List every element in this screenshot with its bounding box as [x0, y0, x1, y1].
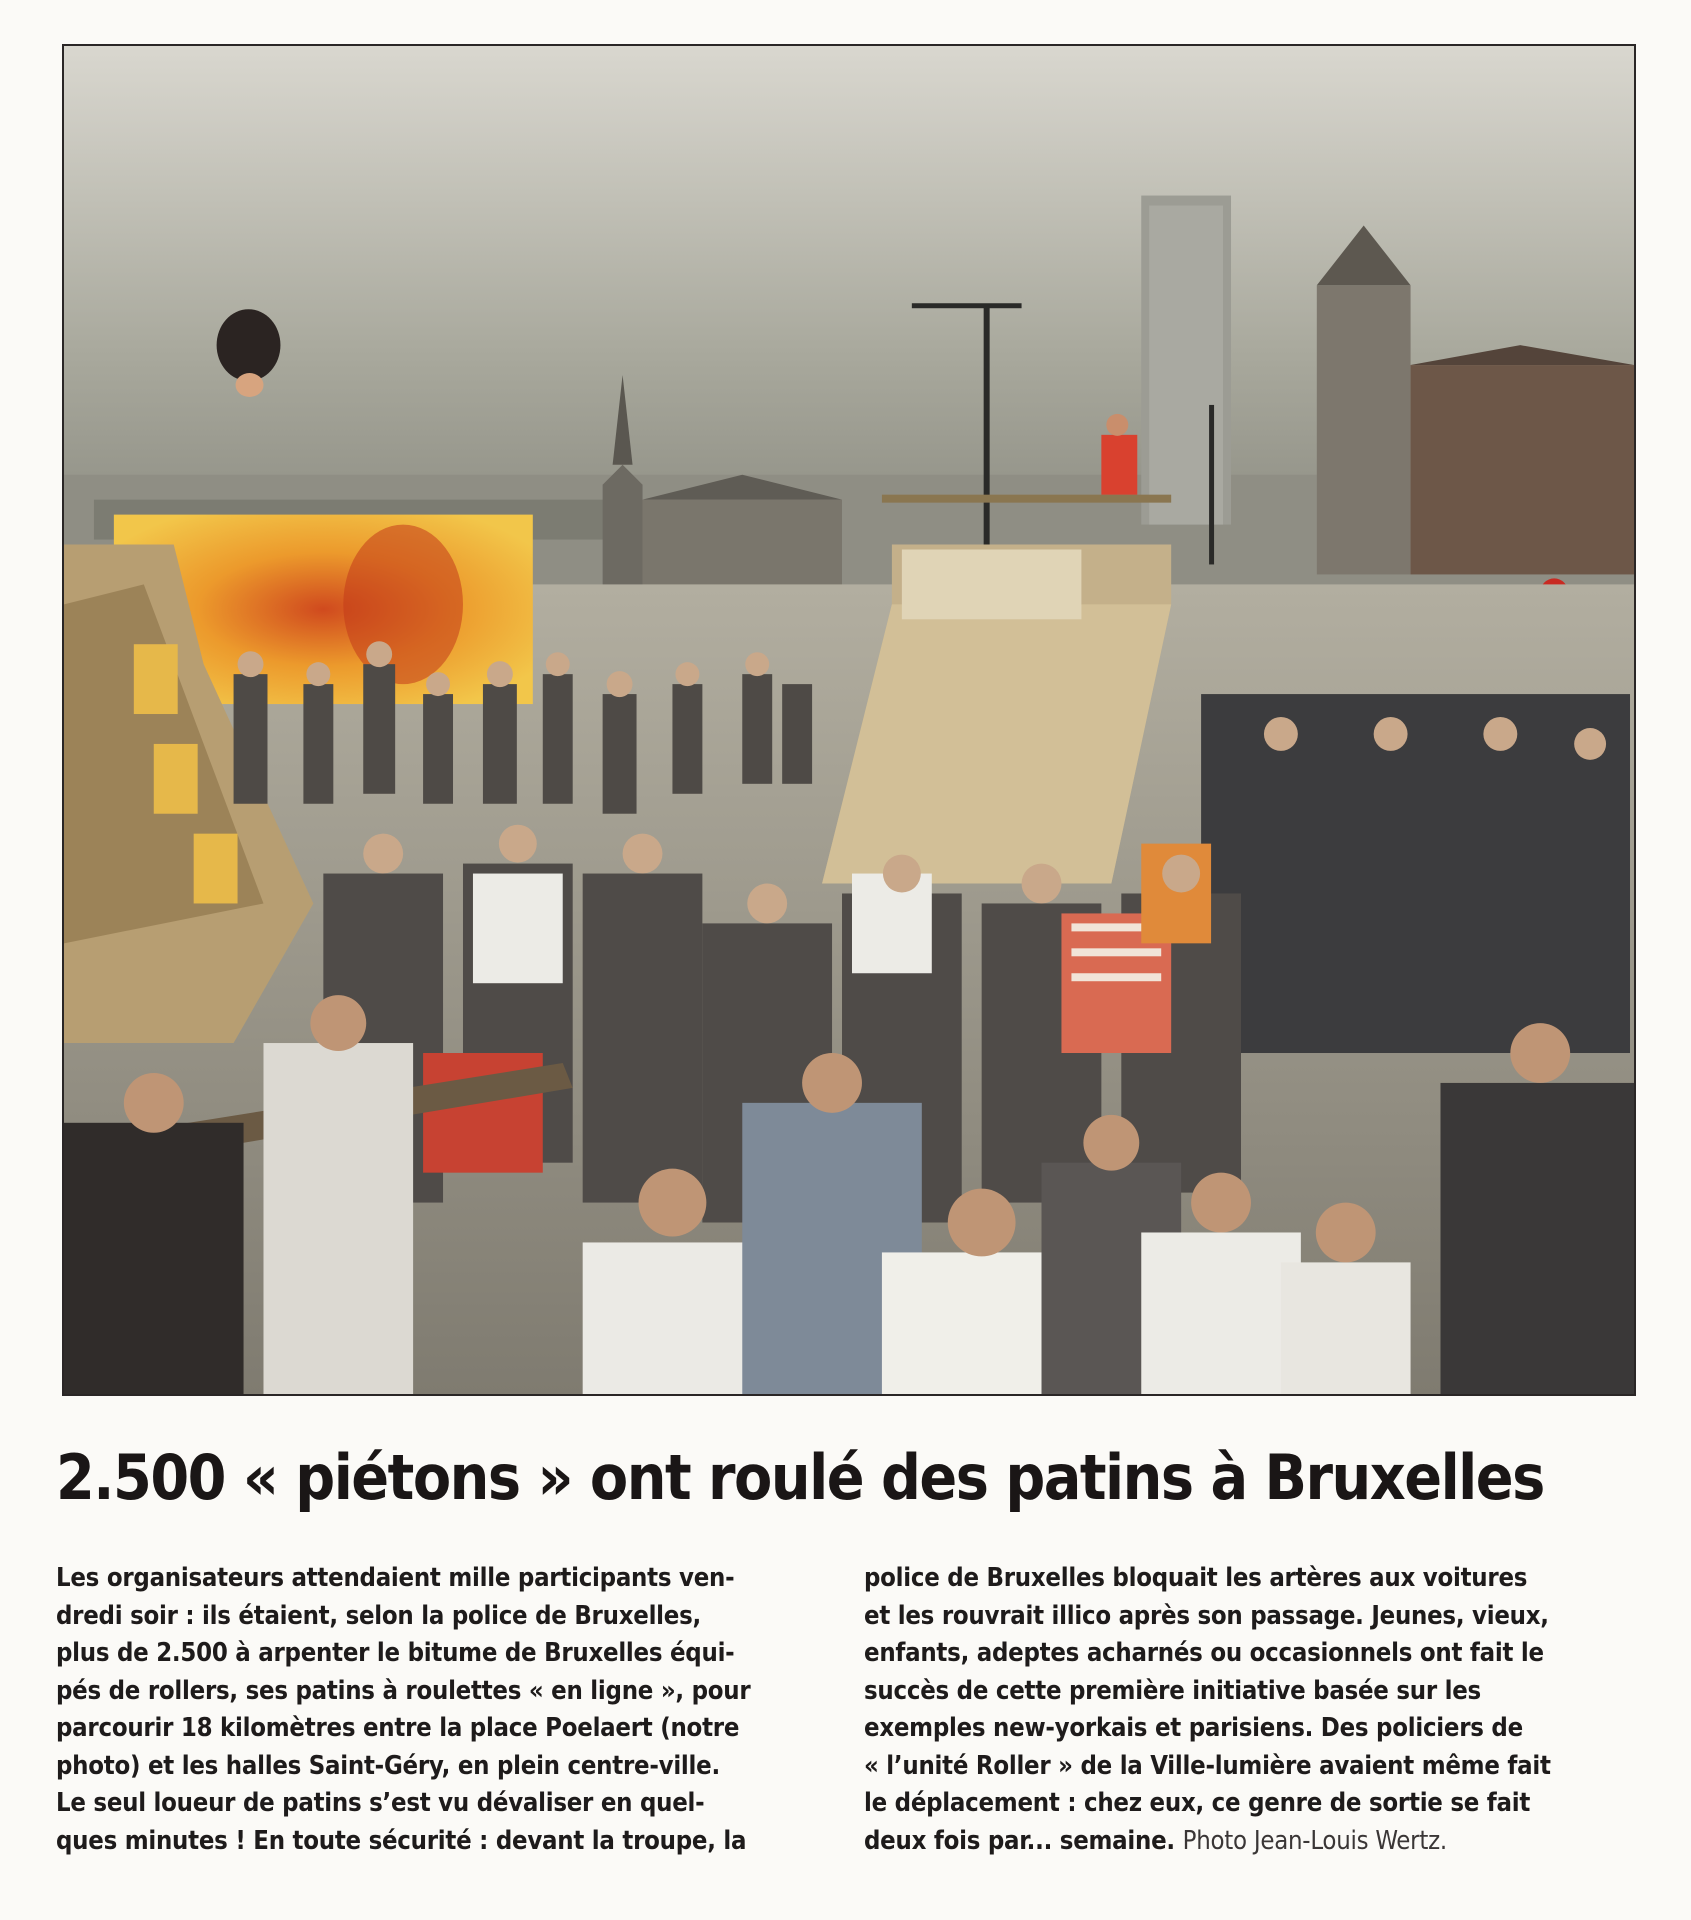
text-line: plus de 2.500 à arpenter le bitume de Bruxelles équi-: [56, 1638, 735, 1668]
closing-text: deux fois par... semaine.: [864, 1825, 1175, 1856]
text-line: pés de rollers, ses patins à roulettes « en ligne », pour: [56, 1675, 751, 1706]
text-line: dredi soir : ils étaient, selon la police de Bruxelles,: [56, 1600, 701, 1631]
article-column-right: [864, 1560, 1654, 1860]
photo-skate-ramp-crowd: [64, 46, 1634, 1394]
text-line-last: [864, 1823, 1654, 1861]
headline: 2.500 « piétons » ont roulé des patins à Bruxelles: [56, 1441, 1544, 1514]
text-line: enfants, adeptes acharnés ou occasionnels ont fait le: [864, 1638, 1544, 1668]
text-line: parcourir 18 kilomètres entre la place Poelaert (notre: [56, 1713, 740, 1743]
article-column-left: [56, 1560, 846, 1860]
text-line: le déplacement : chez eux, ce genre de sortie se fait: [864, 1788, 1531, 1818]
text-line: « l’unité Roller » de la Ville-lumière avaient même fait: [864, 1750, 1551, 1781]
photo-credit: Photo Jean-Louis Wertz.: [1182, 1825, 1447, 1856]
text-line: succès de cette première initiative basée sur les: [864, 1675, 1481, 1706]
text-line: Le seul loueur de patins s’est vu dévaliser en quel-: [56, 1788, 705, 1818]
article-body: [56, 1560, 1646, 1900]
text-line: photo) et les halles Saint-Géry, en plein centre-ville.: [56, 1750, 720, 1781]
text-line: Les organisateurs attendaient mille participants ven-: [56, 1563, 735, 1593]
text-line: et les rouvrait illico après son passage. Jeunes, vieux,: [864, 1600, 1549, 1631]
text-line: police de Bruxelles bloquait les artères aux voitures: [864, 1563, 1528, 1593]
news-photo: [62, 44, 1636, 1396]
text-line: exemples new-yorkais et parisiens. Des policiers de: [864, 1713, 1523, 1743]
text-line: ques minutes ! En toute sécurité : devant la troupe, la: [56, 1825, 747, 1856]
